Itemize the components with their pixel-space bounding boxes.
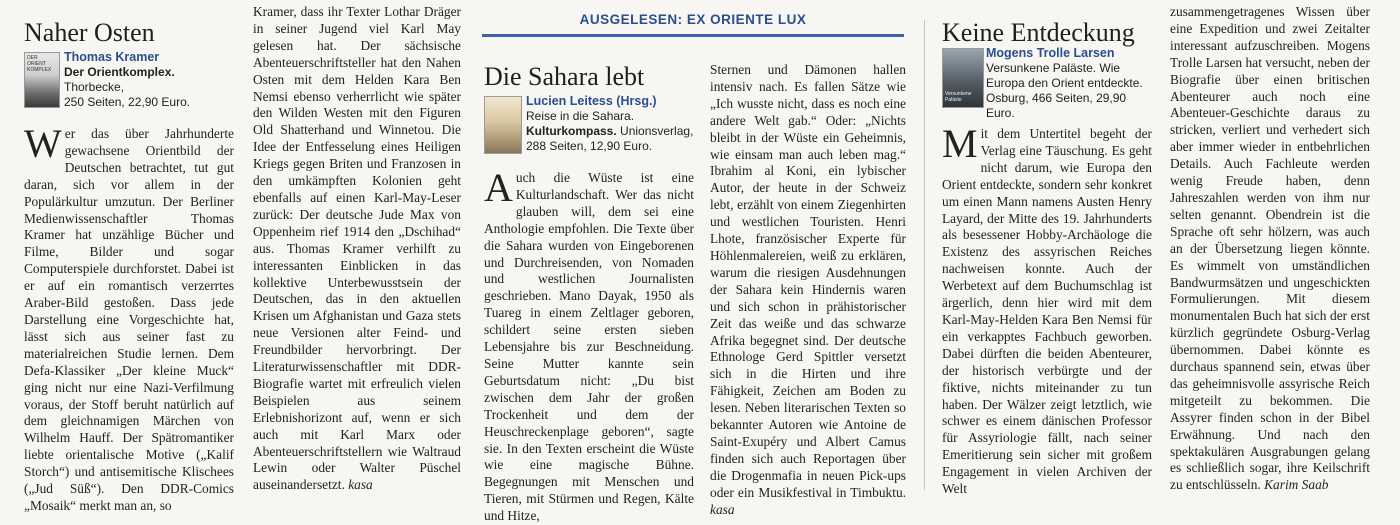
right-cover-text: Versunkene Paläste <box>945 91 972 103</box>
right-book-cover <box>942 48 984 108</box>
center-column-2 <box>710 62 906 518</box>
left-publisher: Thorbecke, <box>64 80 125 94</box>
right-book-title: Versunkene Paläste. Wie Europa den Orient entdeckte. <box>986 61 1143 90</box>
left-headline: Naher Osten <box>24 18 155 47</box>
left-author: Thomas Kramer <box>64 50 160 64</box>
left-cover-text: DER ORIENT KOMPLEX <box>27 55 52 73</box>
center-publisher: Unionsverlag, <box>620 124 694 138</box>
left-column-1 <box>24 121 234 515</box>
right-body-2: zusammengetragenes Wissen über eine Expedition und zwei Zeitalter interessant aufzuschreiben. Mogens Trolle Larsen hat versucht, neben der Biografie über einen britischen Abenteurer auch noch eine Abenteuer-Geschichte daraus zu stricken, verliert und verhedert sich aber immer wieder in entbehrlichen Details. Auch Fachleute werden wenig Freude haben, denn Jahreszahlen werden von ihm nur selten genannt. Obendrein ist die Sprache oft sehr hölzern, was auch an der Übersetzung liegen könnte. Es wimmelt von umständlichen Bandwurmsätzen und ungeschickten Formulierungen. Mit diesem monumentalen Buch hat sich der erst kürzlich gegründete Osburg-Verlag übernommen. Dabei könnte es durchaus spannend sein, etwas über das geheimnisvolle assyrische Reich mitgeteilt zu bekommen. Die Assyrer finden schon in der Bibel Erwähnung. Und nach den spektakulären Ausgrabungen gelang es schließlich sogar, ihre Keilschrift zu entschlüsseln. <box>1170 4 1370 493</box>
center-book-title-2: Kulturkompass. <box>526 124 617 138</box>
left-body-1: er das über Jahrhunderte gewachsene Orientbild der Deutschen betrachtet, tut gut daran, sich vor allem in der Populärkultur umzutun. Der Berliner Medienwissenschaftler Thomas Kramer hat unzählige Bücher und Filme, Bilder und sogar Computerspiele durchforstet. Dabei ist er auf ein romantisch verzerrtes Araber-Bild gestoßen. Dass jede Darstellung eine Vorgeschichte hat, lässt sich aus seiner fast zu materialreichen Studie lernen. Dem Defa-Klassiker „Der kleine Muck“ ging nicht nur eine Nazi-Verfilmung voraus, der Stoff beruht natürlich auf dem gleichnamigen Märchen von Wilhelm Hauff. Der Spätromantiker liebte orientalische Motive („Kalif Storch“) und antisemitische Klischees („Jud Süß“). Den DDR-Comics „Mosaik“ merkt man an, so <box>24 126 234 513</box>
center-book-details: 288 Seiten, 12,90 Euro. <box>526 139 653 153</box>
left-book-title: Der Orientkomplex. <box>64 65 175 79</box>
right-headline: Keine Entdeckung <box>942 18 1135 47</box>
center-author: Lucien Leitess (Hrsg.) <box>526 94 657 108</box>
center-book-cover <box>484 96 522 154</box>
center-dropcap: A <box>484 165 513 210</box>
right-body-1: it dem Untertitel begeht der Verlag eine Täuschung. Es geht nicht darum, wie Europa den Orient entdeckte, sondern sehr konkret um einen Mann namens Austen Henry Layard, der Mitte des 19. Jahrhunderts als besessener Hobby-Archäologe die Existenz des assyrischen Reiches nachweisen konnte. Auch der Werbetext auf dem Buchumschlag ist ärgerlich, denn hier wird mit dem Karl-May-Helden Kara Ben Nemsi für ein verkapptes Fachbuch geworben. Dabei dürften die beiden Abenteurer, der historisch verbürgte und der fiktive, nichts miteinander zu tun haben. Der Wälzer zeigt letztlich, wie schwer es einem dänischen Professor für Assyriologie fällt, nach seiner Emeritierung sein sicher mit großem Engagement in vielen Archiven der Welt <box>942 126 1152 497</box>
center-body-1: uch die Wüste ist eine Kulturlandschaft. Wer das nicht glauben will, dem sei eine Anthologie empfohlen. Die Texte über die Sahara wurden von Eingeborenen und Durchreisenden, von Nomaden und westlichen Journalisten geschrieben. Mano Dayak, 1950 als Tuareg in einem Zeltlager geboren, schildert seine ersten sieben Lebensjahre bis zur Beschneidung. Seine Mutter kannte sein Geburtsdatum nicht: „Du bist zwischen dem Jahr der großen Trockenheit und dem der Heuschreckenplage geboren“, sagte sie. In den Texten erscheint die Wüste wie eine magische Bühne. Begegnungen mit Menschen und Tieren, mit Stürmen und Regen, Kälte und Hitze, <box>484 170 694 524</box>
left-book-cover <box>24 52 60 108</box>
center-book-title: Reise in die Sahara. <box>526 109 635 123</box>
center-column-1 <box>484 165 694 525</box>
right-book-details: 466 Seiten, 29,90 Euro. <box>986 91 1127 120</box>
right-column-1 <box>942 121 1152 498</box>
right-book-info <box>986 46 1156 121</box>
center-book-info <box>526 94 702 154</box>
left-dropcap: W <box>24 121 62 166</box>
center-body-2: Sternen und Dämonen hallen intensiv nach. Es fallen Sätze wie „Ich wusste nicht, dass es noch eine andere Welt gab.“ Oder: „Nichts bleibt in der Wüste ein Geheimnis, wie einsam man auch leben mag.“ Ibrahim al Koni, ein lybischer Autor, der heute in der Schweiz lebt, erzählt von einem Ziegenhirten und westlichen Touristen. Henri Lhote, französischer Experte für Höhlenmalereien, weiß zu erklären, warum die riesigen Ausdehnungen der Sahara kein Hindernis waren und sich schon in prähistorischer Zeit das weiße und das schwarze Afrika begegnet sind. Der deutsche Ethnologe Gerd Spittler versetzt sich in die Hirten und ihre Fähigkeit, Zeichen am Boden zu lesen. Neben literarischen Texten so bekannter Autoren wie Antoine de Saint-Exupéry und Albert Camus finden sich auch Reportagen über die Drogenmafia in neuen Pick-ups oder ein Musikfestival in Timbuktu. <box>710 62 906 500</box>
right-column-2 <box>1170 4 1370 494</box>
left-body-2: Kramer, dass ihr Texter Lothar Dräger in seiner Jugend viel Karl May gelesen hat. Der sächsische Abenteuerschriftsteller hat den Nahen Osten mit dem Helden Kara Ben Nemsi ebenso verherrlicht wie später den Wilden Westen mit den Figuren Old Shatterhand und Winnetou. Die Idee der Entfesselung eines Heiligen Kriegs gegen Briten und Franzosen in den umkämpften Kolonien geht ebenfalls auf einen Karl-May-Leser zurück: Der deutsche Jude Max von Oppenheim rief 1914 den „Dschihad“ aus. Thomas Kramer verhilft zu interessanten Einblicken in das kollektive Unterbewusstsein der Deutschen, das in den aktuellen Krisen um Afghanistan und Gaza stets neue Versionen alter Feind- und Freundbilder hervorbringt. Der Literaturwissenschaftler mit DDR-Biografie wartet mit erfreulich vielen Beispielen aus seinem Erlebnishorizont auf, wenn er sich auch mit Karl Marx oder Abenteuerschriftstellern wie Waltraud Lewin oder Walter Püschel auseinandersetzt. <box>253 4 461 493</box>
right-dropcap: M <box>942 121 978 166</box>
left-book-details: 250 Seiten, 22,90 Euro. <box>64 95 191 109</box>
right-author: Mogens Trolle Larsen <box>986 46 1115 60</box>
column-divider <box>924 20 925 490</box>
center-signature: kasa <box>710 501 735 517</box>
section-kicker: AUSGELESEN: EX ORIENTE LUX <box>579 12 807 27</box>
kicker-rule <box>482 34 904 37</box>
left-book-info <box>64 50 224 110</box>
right-signature: Karim Saab <box>1264 477 1329 493</box>
right-publisher: Osburg, <box>986 91 1029 105</box>
left-signature: kasa <box>348 477 373 493</box>
left-column-2 <box>253 4 461 494</box>
center-headline: Die Sahara lebt <box>484 62 645 91</box>
